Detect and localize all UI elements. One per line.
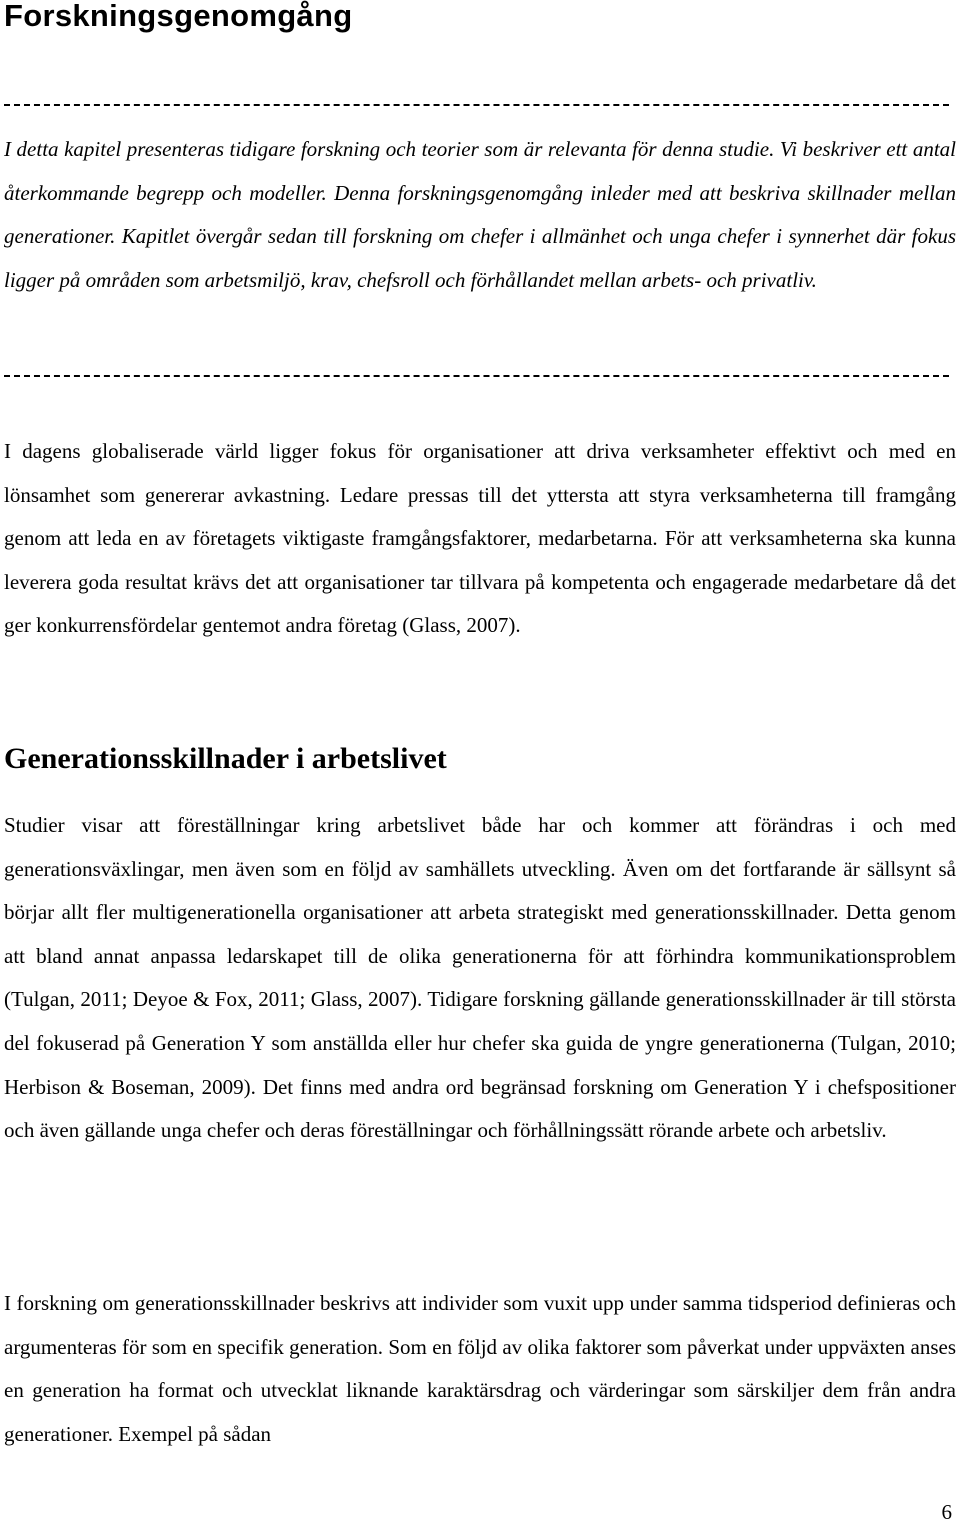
dashed-divider-bottom <box>4 375 949 377</box>
page-number: 6 <box>941 1500 952 1524</box>
dashed-divider-top <box>4 104 949 106</box>
chapter-intro: I detta kapitel presenteras tidigare forskning och teorier som är relevanta för denna studie. Vi beskriver ett antal återkommande begrepp och modeller. Denna forskningsgenomgång inleder med att beskriva skillnader mellan generationer. Kapitlet övergår sedan till forskning om chefer i allmänhet och unga chefer i synnerhet där fokus ligger på områden som arbetsmiljö, krav, chefsroll och förhållandet mellan arbets- och privatliv. <box>4 137 956 292</box>
body-paragraph-2: Studier visar att föreställningar kring arbetslivet både har och kommer att förändras i och med generationsväxlingar, men även som en följd av samhällets utveckling. Även om det fortfarande är sällsynt så börjar allt fler multigenerationella organisationer att arbeta strategiskt med generationsskillnader. Detta genom att bland annat anpassa ledarskapet till de olika generationerna för att förhindra kommunikationsproblem (Tulgan, 2011; Deyoe & Fox, 2011; Glass, 2007). Tidigare forskning gällande generationsskillnader är till största del fokuserad på Generation Y som anställda eller hur chefer ska guida de yngre generationerna (Tulgan, 2010; Herbison & Boseman, 2009). Det finns med andra ord begränsad forskning om Generation Y i chefspositioner och även gällande unga chefer och deras föreställningar och förhållningssätt rörande arbete och arbetsliv. <box>4 813 956 1143</box>
chapter-title: Forskningsgenomgång <box>4 0 353 33</box>
section-heading: Generationsskillnader i arbetslivet <box>4 742 447 775</box>
body-paragraph-3: I forskning om generationsskillnader beskrivs att individer som vuxit upp under samma tidsperiod definieras och argumenteras för som en specifik generation. Som en följd av olika faktorer som påverkat under uppväxten anses en generation ha format och utvecklat liknande karaktärsdrag och värderingar som särskiljer dem från andra generationer. Exempel på sådan <box>4 1291 956 1446</box>
body-paragraph-1: I dagens globaliserade värld ligger fokus för organisationer att driva verksamheter effektivt och med en lönsamhet som genererar avkastning. Ledare pressas till det yttersta att styra verksamheterna till framgång genom att leda en av företagets viktigaste framgångsfaktorer, medarbetarna. För att verksamheterna ska kunna leverera goda resultat krävs det att organisationer tar tillvara på kompetenta och engagerade medarbetare då det ger konkurrensfördelar gentemot andra företag (Glass, 2007). <box>4 439 956 638</box>
